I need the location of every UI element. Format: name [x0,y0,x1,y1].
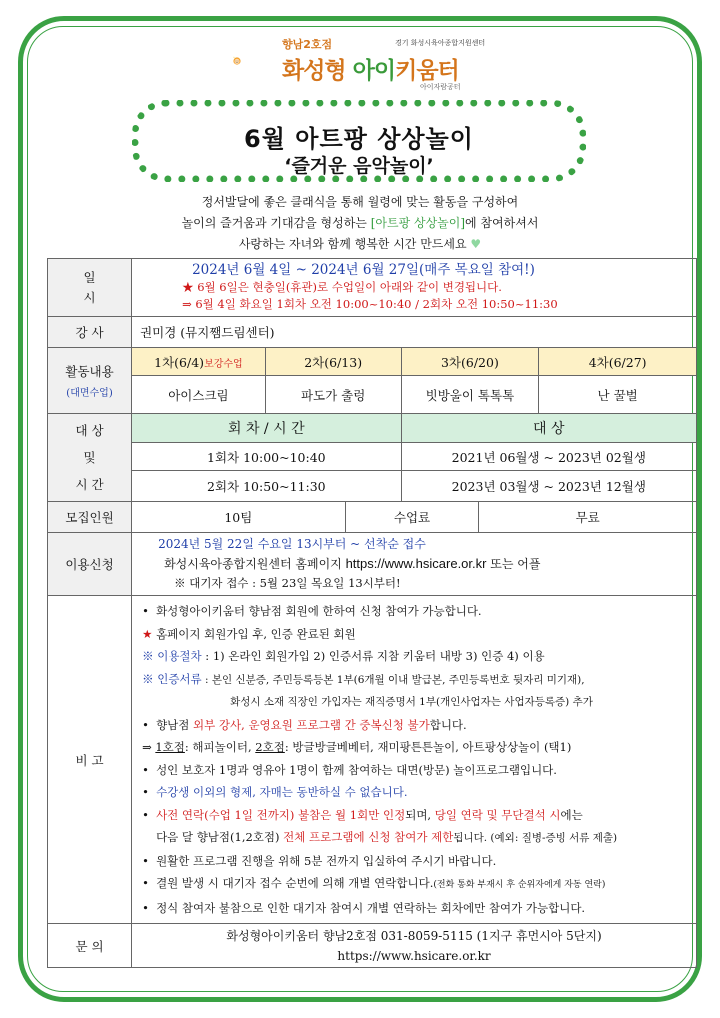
session-4-round: 4차(6/27) [539,348,697,376]
note-12: • 결원 발생 시 대기자 접수 순번에 의해 개별 연락합니다.(전화 통화 부재시 후 순위자에게 자동 연락) [142,876,606,890]
title-box [132,100,586,182]
note-11: • 원활한 프로그램 진행을 위해 5분 전까지 입실하여 주시기 바랍니다. [142,853,497,868]
heart-icon: ♥ [470,237,482,251]
note-2: ★ 홈페이지 회원가입 후, 인증 완료된 회원 [142,626,356,641]
contact-link[interactable]: https://www.hsicare.or.kr [337,948,491,963]
target-label: 대 상 및 시 간 [48,414,132,502]
page-title: 6월 아트팡 상상놀이 [244,125,474,153]
recruit-count: 10팀 [132,502,346,533]
round-1-time: 1회차 10:00~10:40 [132,443,401,471]
schedule-cell [132,259,697,317]
session-1-title: 아이스크림 [132,376,266,414]
note-4b: 화성시 소재 직장인 가입자는 재직증명서 1부(개인사업자는 사업자등록증) 추가 [230,696,593,708]
note-4: ※ 인증서류 : 본인 신분증, 주민등록등본 1부(6개월 이내 발급본, 주민등록번호 뒷자리 미기재), [142,671,585,686]
apply-site: 화성시육아종합지원센터 홈페이지 https://www.hsicare.or.kr 또는 어플 [164,556,541,571]
note-6: ⇒ 1호점: 해피놀이터, 2호점: 방글방글베베터, 재미팡튼튼놀이, 아트팡상상놀이 (택1) [142,740,572,754]
notes-cell [132,596,697,924]
info-table [47,258,697,968]
round-2-target: 2023년 03월생 ~ 2023년 12월생 [401,471,696,502]
apply-label: 이용신청 [48,533,132,596]
logo-name: 화성형 아이키움터 [282,58,459,84]
notes-label: 비 고 [48,596,132,924]
note-1: • 화성형아이키움터 향남점 회원에 한하여 신청 참여가 가능합니다. [142,604,482,618]
session-3-round: 3차(6/20) [401,348,539,376]
note-3: ※ 이용절차 : 1) 온라인 회원가입 2) 인증서류 지참 키움터 내방 3) 인증 4) 이용 [142,649,545,663]
note-7: • 성인 보호자 1명과 영유아 1명이 함께 참여하는 대면(방문) 놀이프로그램입니다. [142,762,557,777]
note-10: 다음 달 향남점(1,2호점) 전체 프로그램에 신청 참여가 제한됩니다. (예외: 질병-증빙 서류 제출) [156,830,618,844]
note-13: • 정식 참여자 불참으로 인한 대기자 참여시 개별 연락하는 회차에만 참여가 가능합니다. [142,900,586,915]
round-1-target: 2021년 06월생 ~ 2023년 02월생 [401,443,696,471]
kid-face-logo-icon [232,36,282,86]
logo-branch: 향남2호점 [282,38,333,51]
fee-label: 수업료 [345,502,479,533]
schedule-notice: ★ 6월 6일은 현충일(휴관)로 수업일이 아래와 같이 변경됩니다. [182,280,502,294]
schedule-change: ⇒ 6월 4일 화요일 1회차 오전 10:00~10:40 / 2회차 오전 10:50~11:30 [182,297,558,311]
apply-waitlist: ※ 대기자 접수 : 5월 23일 목요일 13시부터! [174,576,401,590]
page-subtitle: ‘즐거운 음악놀이’ [284,155,434,177]
instructor-name: 권미경 (뮤지쨈드림센터) [132,317,697,348]
note-5: • 향남점 외부 강사, 운영요원 프로그램 간 중복신청 불가합니다. [142,717,467,732]
session-1-round: 1차(6/4)보강수업 [132,348,266,376]
contact-info: 화성형아이키움터 향남2호점 031-8059-5115 (1지구 휴먼시아 5단지) [226,928,602,943]
schedule-label: 일 시 [48,259,132,317]
org-logo: 경기 화성시육아종합지원센터 [395,39,486,47]
apply-link[interactable]: https://www.hsicare.or.kr [345,556,487,571]
apply-cell [132,533,697,596]
session-3-title: 빗방울이 톡톡톡 [401,376,539,414]
intro-text: 정서발달에 좋은 클래식을 통해 월령에 맞는 활동을 구성하여 놀이의 즐거움과 기대감을 형성하는 [아트팡 상상놀이]에 참여하셔서 사랑하는 자녀와 함께 행복한 시간 만드세요 ♥ [181,195,539,251]
recruit-label: 모집인원 [48,502,132,533]
session-2-round: 2차(6/13) [265,348,401,376]
contact-label: 문 의 [48,924,132,968]
session-2-title: 파도가 출렁 [265,376,401,414]
target-head-time: 회 차 / 시 간 [132,414,401,443]
schedule-period: 2024년 6월 4일 ~ 2024년 6월 27일(매주 목요일 참여!) [192,262,535,278]
activity-label: 활동내용 (대면수업) [48,348,132,414]
fee-value: 무료 [479,502,697,533]
target-head-target: 대 상 [401,414,696,443]
note-8: • 수강생 이외의 형제, 자매는 동반하실 수 없습니다. [142,785,408,799]
session-4-title: 난 꿀벌 [539,376,697,414]
round-2-time: 2회차 10:50~11:30 [132,471,401,502]
instructor-label: 강 사 [48,317,132,348]
logo-tagline: 아이자람공터 [420,83,461,91]
apply-date: 2024년 5월 22일 수요일 13시부터 ~ 선착순 접수 [158,537,426,551]
contact-cell [132,924,697,968]
note-9: • 사전 연락(수업 1일 전까지) 불참은 월 1회만 인정되며, 당일 연락 및 무단결석 시에는 [142,807,583,822]
